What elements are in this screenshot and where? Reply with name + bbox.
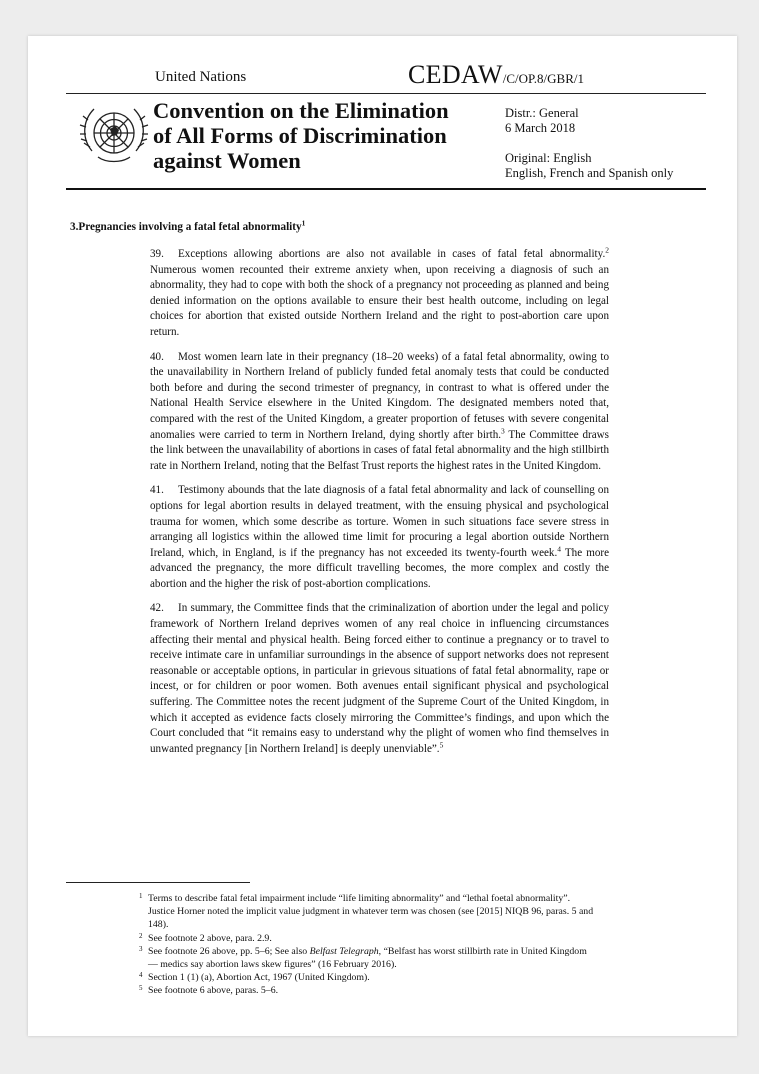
paragraph-text: Most women learn late in their pregnancy (18–20 weeks) of a fatal fetal abnormality, owing to the unavailability in Northern Ireland of publicly funded fetal anomaly tests that could be conducted both before and during the second trimester of pregnancy, in contrast to what is offered under the National Health Service elsewhere in the United Kingdom. The designated members noted that, compared with the rest of the United Kingdom, a greater proportion of fetuses with severe congenital anomalies were carried to term in Northern Ireland, dying shortly after birth. <box>150 350 609 441</box>
footnote-text: See footnote 26 above, pp. 5–6; See also <box>148 945 310 957</box>
section-heading-text: 3.Pregnancies involving a fatal fetal abnormality <box>70 221 302 233</box>
paragraph-text: Testimony abounds that the late diagnosis of a fatal fetal abnormality and lack of counselling on options for legal abortion results in delayed treatment, with the ensuing physical and psychological trauma for women, which some describe as torture. Women in such situations face severe stress in arranging all logistics within the allowed time limit for procuring a legal abortion outside Northern Ireland, which, in England, is if the pregnancy has not exceeded its twenty-fourth week. <box>150 484 609 559</box>
footnote-ref: 5 <box>439 740 444 750</box>
paragraph-39 <box>150 247 609 341</box>
symbol-suffix: /C/OP.8/GBR/1 <box>502 71 585 86</box>
paragraph-text: Numerous women recounted their extreme anxiety when, upon receiving a diagnosis of such an abnormality, they had to cope with both the shock of a pregnancy not proceeding as planned and being denied information on the options available to ensure their best health outcome, including on legal choices for abortion that existed outside Northern Ireland and the right to post-abortion care upon return. <box>150 263 609 338</box>
organization-name: United Nations <box>155 69 247 85</box>
footnote-ref: 2 <box>605 245 609 255</box>
footnote-2 <box>139 932 599 945</box>
footnote-4 <box>139 971 599 984</box>
available-languages: English, French and Spanish only <box>505 166 674 180</box>
footnote-text: See footnote 2 above, para. 2.9. <box>148 932 272 944</box>
footnote-text: , “Belfast has worst stillbirth rate in United Kingdom — medics say abortion laws skew figures” (16 February 2016). <box>148 945 587 971</box>
document-symbol <box>408 60 584 90</box>
paragraph-41 <box>150 483 609 592</box>
paragraph-42 <box>150 601 609 757</box>
document-page <box>28 36 737 1036</box>
document-date: 6 March 2018 <box>505 121 576 135</box>
footnote-publication: Belfast Telegraph <box>309 945 379 957</box>
paragraph-40 <box>150 350 609 475</box>
paragraph-text: Exceptions allowing abortions are also not available in cases of fatal fetal abnormality. <box>178 248 606 260</box>
paragraph-text: In summary, the Committee finds that the criminalization of abortion under the legal and policy framework of Northern Ireland deprives women of any real choice in influencing circumstances affecting their mental and physical health. Being forced either to continue a pregnancy or to travel to receive intimate care in unfamiliar surroundings in the absence of support networks does not represent reasonable or acceptable options, in particular in grievous situations of fatal fetal abnormality, rape or incest, or for children or poor women. Both avenues entail significant physical and psychological suffering. The Committee notes the recent judgment of the Supreme Court of the United Kingdom, in which it accepted as evidence facts closely mirroring the Committee’s findings, and upon which the Court concluded that “it remains easy to understand why the plight of women who find themselves in unwanted pregnancy [in Northern Ireland] is deeply unenviable”. <box>150 602 609 755</box>
footnote-ref: 1 <box>301 218 306 228</box>
language-block <box>505 151 673 181</box>
title-line: Convention on the Elimination <box>153 98 449 123</box>
distribution-block <box>505 106 579 136</box>
header-bottom-rule <box>66 188 706 190</box>
symbol-main: CEDAW <box>408 60 503 89</box>
footnote-text: Terms to describe fatal fetal impairment include “life limiting abnormality” and “lethal foetal abnormality”. Justice Horner noted the implicit value judgment in whatever term was chosen (see [2015] NIQB 96, paras. 5 and 148). <box>148 893 594 931</box>
footnote-ref: 4 <box>557 544 561 553</box>
distribution-text: Distr.: General <box>505 106 579 120</box>
footnote-text: Section 1 (1) (a), Abortion Act, 1967 (United Kingdom). <box>148 972 370 984</box>
footnote-3 <box>139 945 599 971</box>
footnote-mark: 5 <box>139 984 143 993</box>
convention-title <box>153 98 483 173</box>
paragraph-text: The more advanced the pregnancy, the more difficult travelling becomes, the more complex and costly the abortion and the higher the risk of post-abortion complications. <box>150 546 609 590</box>
un-emblem-icon <box>76 99 152 171</box>
paragraph-number: 40. <box>150 350 164 363</box>
footnote-mark: 1 <box>139 892 143 900</box>
footnote-text: See footnote 6 above, paras. 5–6. <box>148 985 279 997</box>
body-text <box>150 247 609 766</box>
title-line: against Women <box>153 148 301 173</box>
paragraph-text: The Committee draws the link between the unavailability of abortions in cases of fatal fetal abnormality and the high stillbirth rate in Northern Ireland, noting that the Belfast Trust reports the highest rates in the United Kingdom. <box>150 428 609 472</box>
footnote-mark: 2 <box>139 931 143 940</box>
footnote-separator <box>66 882 250 883</box>
paragraph-number: 39. <box>150 248 164 260</box>
footnote-ref: 3 <box>501 425 505 435</box>
footnotes <box>139 892 599 998</box>
footnote-1 <box>139 892 599 932</box>
footnote-mark: 3 <box>139 944 143 953</box>
section-heading <box>70 218 306 233</box>
header-rule <box>66 93 706 94</box>
title-line: of All Forms of Discrimination <box>153 123 447 148</box>
footnote-mark: 4 <box>139 971 143 980</box>
paragraph-number: 41. <box>150 484 164 497</box>
footnote-5 <box>139 984 599 997</box>
paragraph-number: 42. <box>150 602 164 615</box>
original-language: Original: English <box>505 151 592 165</box>
